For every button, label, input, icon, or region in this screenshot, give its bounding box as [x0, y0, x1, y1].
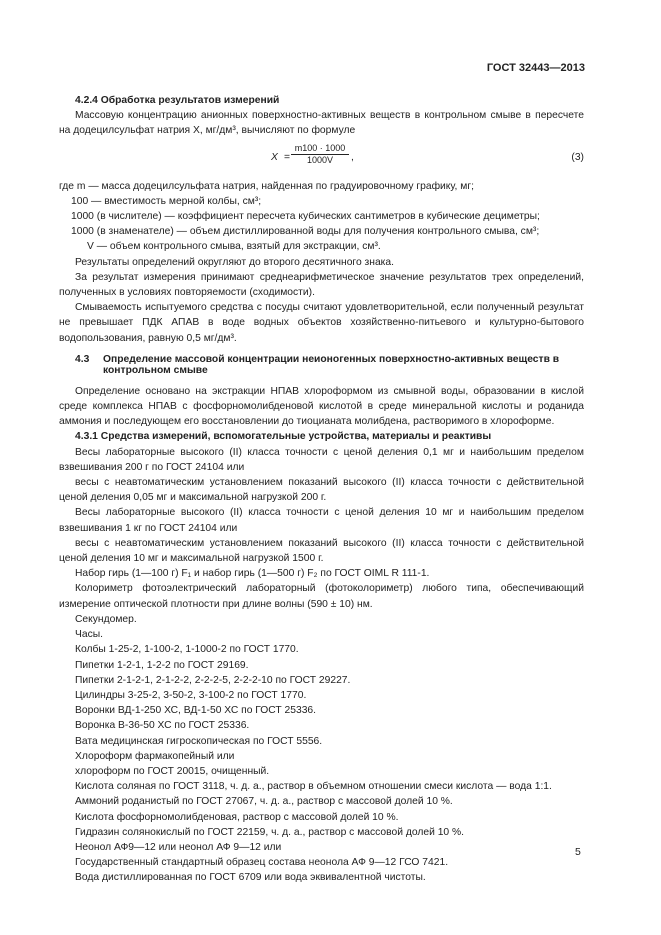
list-item: Аммоний роданистый по ГОСТ 27067, ч. д. а., раствор с массовой долей 10 %. — [75, 796, 453, 808]
paragraph: Результаты определений округляют до второго десятичного знака. — [75, 256, 394, 268]
list-item: Воронки ВД-1-250 ХС, ВД-1-50 ХС по ГОСТ 25336. — [75, 705, 317, 717]
section-4-3-1-title: 4.3.1 Средства измерений, вспомогательные устройства, материалы и реактивы — [75, 431, 492, 443]
document-header: ГОСТ 32443—2013 — [486, 62, 585, 74]
list-item: Часы. — [75, 629, 103, 641]
where-line: 100 — вместимость мерной колбы, см³; — [71, 195, 262, 207]
list-item: Весы лабораторные высокого (II) класса точности с ценой деления 0,1 мг и наибольшим пределом взвешивания 200 г по ГОСТ 24104 или — [59, 446, 584, 473]
list-item: Гидразин солянокислый по ГОСТ 22159, ч. д. а., раствор с массовой долей 10 %. — [75, 826, 465, 838]
paragraph: Массовую концентрацию анионных поверхностно-активных веществ в контрольном смыве в пересчете на додецилсульфат натрия X, мг/дм³, вычисляют по формуле — [59, 110, 584, 137]
where-line: 1000 (в знаменателе) — объем дистиллированной воды для получения контрольного смыва, см³; — [71, 226, 540, 238]
list-item: Секундомер. — [75, 613, 137, 625]
list-item: Вода дистиллированная по ГОСТ 6709 или вода эквивалентной чистоты. — [75, 872, 426, 884]
document-body — [59, 93, 584, 886]
list-item: Весы лабораторные высокого (II) класса точности с ценой деления 10 мг и наибольшим пределом взвешивания 1 кг по ГОСТ 24104 или — [59, 507, 584, 534]
list-item: Пипетки 1-2-1, 1-2-2 по ГОСТ 29169. — [75, 659, 249, 671]
page-number: 5 — [575, 846, 581, 858]
list-item: Кислота соляная по ГОСТ 3118, ч. д. а., раствор в объемном отношении смеси кислота — вода 1:1. — [75, 781, 552, 793]
section-4-3-title — [59, 354, 584, 376]
where-line: где m — масса додецилсульфата натрия, найденная по градуировочному графику, мг; — [59, 180, 474, 192]
list-item: Неонол АФ9—12 или неонол АФ 9—12 или — [75, 841, 282, 853]
paragraph: Определение основано на экстракции НПАВ хлороформом из смывной воды, образовании в кислой среде комплекса НПАВ с фосфорномолибденовой кислотой в среде минеральной кислоты и роданида аммония и последующем его восстановлении до тиоцианата молибдена, растворимого в хлороформе. — [59, 385, 584, 428]
list-item: Вата медицинская гигроскопическая по ГОСТ 5556. — [75, 735, 323, 747]
list-item: Пипетки 2-1-2-1, 2-1-2-2, 2-2-2-5, 2-2-2-10 по ГОСТ 29227. — [75, 674, 351, 686]
formula-lhs: X — [271, 151, 278, 163]
list-item: Хлороформ фармакопейный или — [75, 750, 235, 762]
list-item: Государственный стандартный образец состава неонола АФ 9—12 ГСО 7421. — [75, 857, 449, 869]
list-item: Набор гирь (1—100 г) F₁ и набор гирь (1—500 г) F₂ по ГОСТ OIML R 111-1. — [75, 568, 430, 580]
list-item: Цилиндры 3-25-2, 3-50-2, 3-100-2 по ГОСТ 1770. — [75, 689, 307, 701]
section-number: 4.3 — [75, 353, 90, 365]
list-item: Кислота фосфорномолибденовая, раствор с массовой долей 10 %. — [75, 811, 399, 823]
formula-number: (3) — [571, 151, 584, 163]
list-item: Воронка В-36-50 ХС по ГОСТ 25336. — [75, 720, 250, 732]
where-line: V — объем контрольного смыва, взятый для экстракции, см³. — [87, 241, 381, 253]
formula-numerator: m100 · 1000 — [291, 143, 349, 155]
section-title-text: Определение массовой концентрации неионогенных поверхностно-активных веществ в контрольном смыве — [103, 353, 560, 376]
list-item: весы с неавтоматическим установлением показаний высокого (II) класса точности с действительной ценой деления 0,05 мг и максимальной нагрузкой 200 г. — [59, 477, 584, 504]
list-item: хлороформ по ГОСТ 20015, очищенный. — [75, 765, 270, 777]
formula-3 — [59, 143, 584, 173]
where-line: 1000 (в числителе) — коэффициент пересчета кубических сантиметров в кубические дециметры; — [71, 211, 540, 223]
paragraph: Смываемость испытуемого средства с посуды считают удовлетворительной, если полученный результат не превышает ПДК АПАВ в воде водных объектов хозяйственно-питьевого и культурно-бытового водопользования, равную 0,5 мг/дм³. — [59, 302, 584, 344]
list-item: Колбы 1-25-2, 1-100-2, 1-1000-2 по ГОСТ 1770. — [75, 644, 299, 656]
list-item: Колориметр фотоэлектрический лабораторный (фотоколориметр) любого типа, обеспечивающий измерение оптической плотности при длине волны (590 ± 10) нм. — [59, 583, 584, 610]
formula-fraction — [291, 143, 349, 165]
formula-comma: , — [351, 151, 354, 163]
formula-equals: = — [284, 151, 291, 163]
formula-denominator: 1000V — [306, 154, 334, 165]
list-item: весы с неавтоматическим установлением показаний высокого (II) класса точности с действительной ценой деления 10 мг и максимальной нагрузкой 1500 г. — [59, 537, 584, 565]
section-4-2-4-title: 4.2.4 Обработка результатов измерений — [75, 95, 280, 106]
paragraph: За результат измерения принимают среднеарифметическое значение результатов трех определений, полученных в условиях повторяемости (сходимости). — [59, 271, 584, 299]
